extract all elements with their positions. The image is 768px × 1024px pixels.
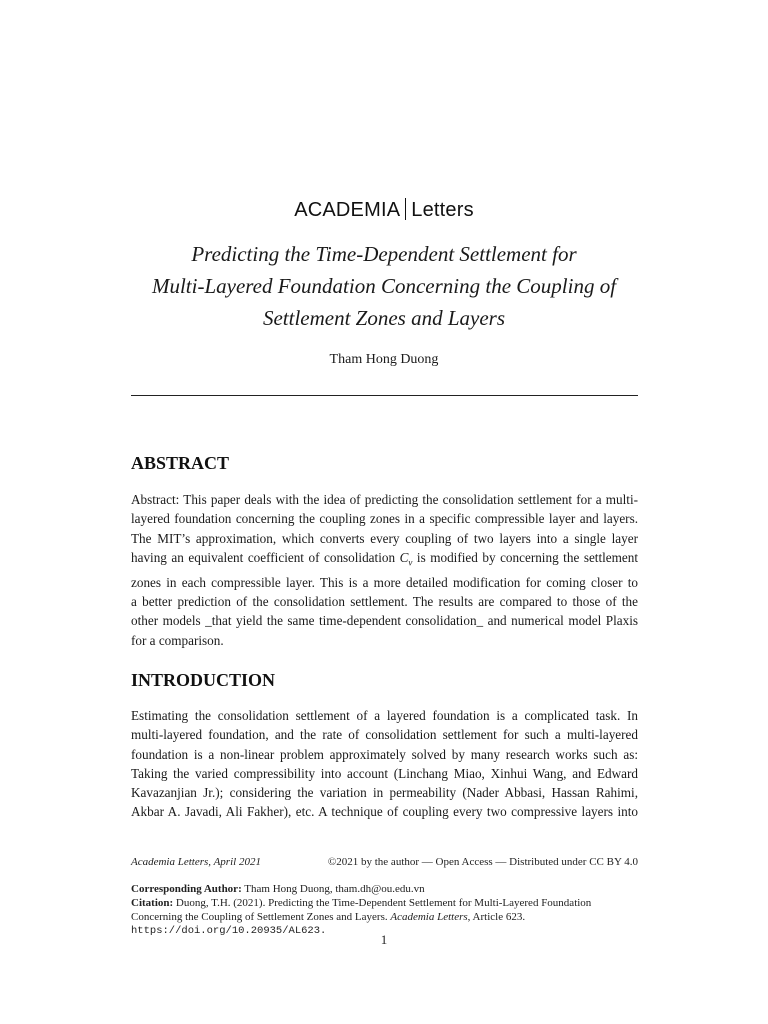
corr-label: Corresponding Author: (131, 883, 242, 895)
abstract-heading: ABSTRACT (131, 453, 230, 473)
abstract-line: layered foundation concerning the coupling zones in a specific compressible layer and layers. (131, 511, 638, 527)
abstract-line: Abstract: This paper deals with the idea of predicting the consolidation settlement for a multi- (131, 492, 638, 507)
academia-letters-logo (0, 198, 768, 222)
cv-subscript: v (408, 557, 413, 568)
intro-line: Taking the varied compressibility into account (Linchang Miao, Xinhui Wang, and Edward (131, 765, 638, 781)
abstract-line-part: is modified by concerning the settlement (416, 549, 639, 565)
citation-cont (131, 910, 651, 924)
corr-value[interactable]: Tham Hong Duong, tham.dh@ou.edu.vn (244, 883, 425, 895)
intro-line: multi-layered foundation, and the rate of consolidation settlement for such a multi-layered (131, 727, 638, 743)
title-line-1: Predicting the Time-Dependent Settlement for (191, 242, 577, 266)
page-number: 1 (380, 932, 388, 947)
author-name: Tham Hong Duong (329, 352, 439, 367)
doi-link[interactable]: https://doi.org/10.20935/AL623. (131, 925, 327, 937)
title-line-2: Multi-Layered Foundation Concerning the Coupling of (151, 274, 617, 298)
intro-line: Kavazanjian Jr.); considering the variation in permeability (Nader Abbasi, Hassan Rahimi, (131, 785, 638, 801)
brand-name: ACADEMIA (294, 199, 401, 221)
intro-line: Estimating the consolidation settlement of a layered foundation is a complicated task. In (131, 708, 638, 723)
cv-symbol (399, 549, 413, 568)
intro-line: foundation is a non-linear problem approximately solved by many research works such as: (131, 746, 638, 762)
corresponding-author (131, 882, 651, 896)
license-notice: ©2021 by the author — Open Access — Distributed under CC BY 4.0 (327, 856, 638, 868)
introduction-heading: INTRODUCTION (131, 670, 276, 690)
brand-separator (405, 198, 406, 220)
abstract-line: for a comparison. (131, 632, 224, 648)
cite-text-1: Duong, T.H. (2021). Predicting the Time-Dependent Settlement for Multi-Layered Foundation (175, 897, 592, 909)
title-line-3: Settlement Zones and Layers (262, 306, 506, 330)
abstract-line: other models _that yield the same time-dependent consolidation_ and numerical model Plaxis (131, 613, 638, 629)
abstract-line-part: having an equivalent coefficient of consolidation (131, 549, 396, 565)
abstract-line-cv (131, 548, 638, 573)
cite-journal: Academia Letters (390, 911, 468, 923)
paper-title (110, 238, 658, 334)
abstract-line: The MIT’s approximation, which converts every coupling of two layers into a single layer (131, 530, 638, 546)
title-divider (131, 395, 638, 396)
abstract-line: a better prediction of the consolidation settlement. The results are compared to those of the (131, 594, 638, 610)
intro-line: Akbar A. Javadi, Ali Fakher), etc. A technique of coupling every two compressive layers into (131, 804, 638, 820)
correspondence-block (131, 882, 651, 938)
introduction-paragraph (131, 706, 638, 822)
cv-letter: C (399, 549, 409, 565)
cite-text-2: Concerning the Coupling of Settlement Zones and Layers. (131, 911, 388, 923)
abstract-paragraph (131, 490, 638, 650)
abstract-line: zones in each compressible layer. This is a more detailed modification for coming closer to (131, 574, 638, 590)
cite-label: Citation: (131, 897, 174, 909)
brand-sub: Letters (411, 199, 474, 221)
cite-article: , Article 623. (467, 911, 526, 923)
journal-date: Academia Letters, April 2021 (131, 856, 261, 868)
citation (131, 896, 651, 910)
